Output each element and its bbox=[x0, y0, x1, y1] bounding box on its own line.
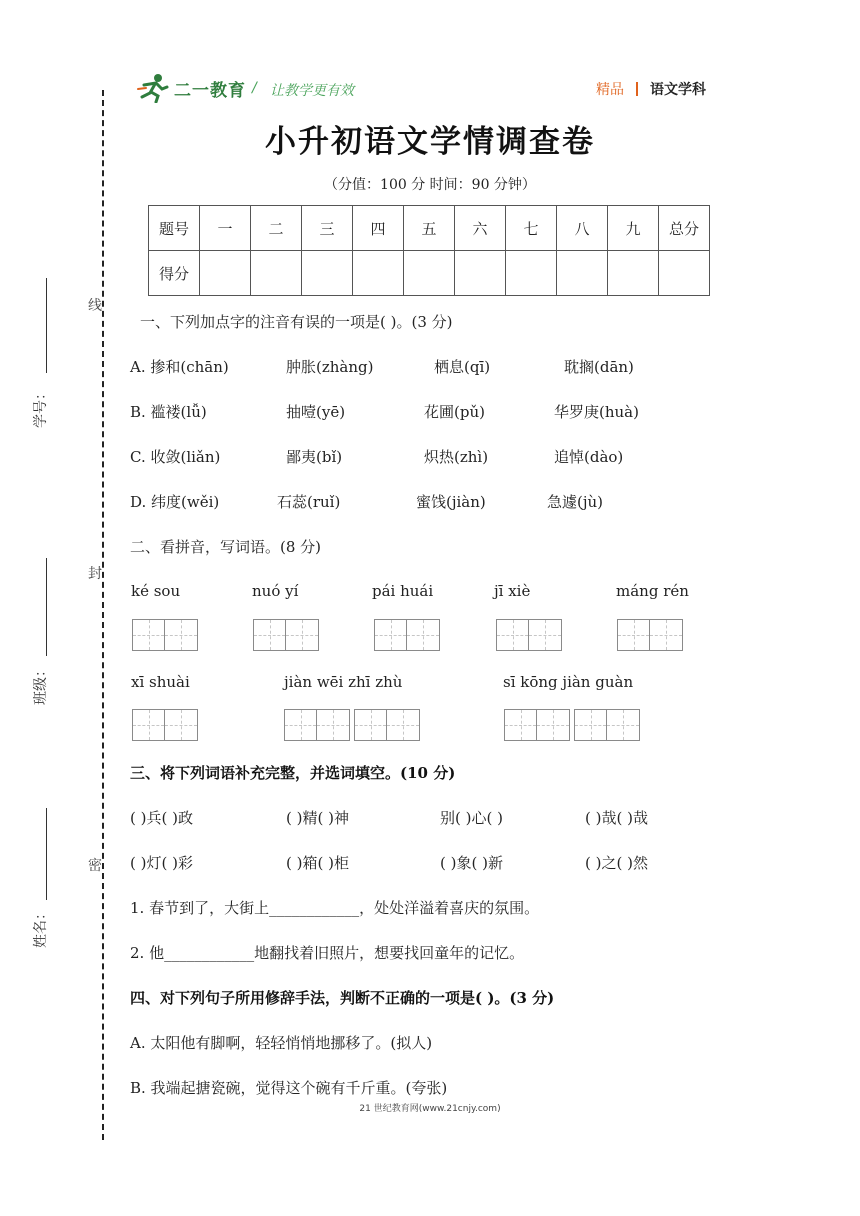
subject-tag: 语文学科 bbox=[650, 82, 706, 98]
score-header-cell: 一 bbox=[200, 206, 251, 251]
q3-sentence-2: 2. 他____________地翻找着旧照片，想要找回童年的记忆。 bbox=[130, 944, 525, 962]
score-header-cell: 四 bbox=[353, 206, 404, 251]
binding-char-xian: 线 bbox=[88, 292, 102, 318]
quality-tag: 精品 bbox=[596, 82, 624, 98]
page-title: 小升初语文学情调查卷 bbox=[265, 124, 595, 160]
q1-option-row-c bbox=[130, 446, 830, 468]
pinyin-label: jiàn wēi zhī zhù bbox=[284, 673, 403, 691]
idiom-blank: ( )精( )神 bbox=[286, 809, 349, 827]
score-header-cell: 总分 bbox=[659, 206, 710, 251]
score-cell[interactable] bbox=[455, 251, 506, 296]
q1-option: 栖息(qī) bbox=[434, 358, 491, 376]
brand-logo bbox=[136, 72, 246, 104]
score-cell[interactable] bbox=[251, 251, 302, 296]
writing-grid[interactable] bbox=[354, 709, 420, 741]
score-header-cell: 七 bbox=[506, 206, 557, 251]
score-header-cell: 五 bbox=[404, 206, 455, 251]
writing-grid[interactable] bbox=[132, 709, 198, 741]
score-header-cell: 九 bbox=[608, 206, 659, 251]
writing-grid[interactable] bbox=[284, 709, 350, 741]
name-label: 姓名： bbox=[33, 906, 49, 948]
binding-char-mi: 密 bbox=[88, 852, 102, 878]
q1-option: 急遽(jù) bbox=[547, 493, 604, 511]
q3-title: 三、将下列词语补充完整，并选词填空。(10 分) bbox=[130, 764, 456, 782]
pinyin-label: nuó yí bbox=[252, 582, 299, 600]
writing-grid[interactable] bbox=[617, 619, 683, 651]
score-header-cell: 八 bbox=[557, 206, 608, 251]
writing-grid[interactable] bbox=[132, 619, 198, 651]
q1-option: 石蕊(ruǐ) bbox=[277, 493, 341, 511]
idiom-blank: ( )灯( )彩 bbox=[130, 854, 193, 872]
class-label: 班级： bbox=[33, 663, 49, 705]
idiom-blank: ( )象( )新 bbox=[440, 854, 503, 872]
binding-dotted-line bbox=[102, 90, 104, 1140]
slogan-separator: / bbox=[252, 80, 257, 96]
student-id-line[interactable] bbox=[46, 278, 47, 373]
score-table-header-row bbox=[149, 206, 710, 251]
student-id-label: 学号： bbox=[33, 386, 49, 428]
logo-text: 二一教育 bbox=[174, 80, 246, 101]
runner-logo-icon bbox=[136, 73, 170, 103]
exam-meta: （分值：100 分 时间：90 分钟） bbox=[324, 177, 536, 193]
q1-option: 追悼(dào) bbox=[554, 448, 624, 466]
idiom-blank: ( )之( )然 bbox=[585, 854, 648, 872]
q1-title: 一、下列加点字的注音有误的一项是( )。(3 分) bbox=[140, 313, 453, 331]
score-header-cell: 题号 bbox=[149, 206, 200, 251]
score-cell[interactable] bbox=[506, 251, 557, 296]
score-cell[interactable] bbox=[659, 251, 710, 296]
class-line[interactable] bbox=[46, 558, 47, 656]
pinyin-label: sī kōng jiàn guàn bbox=[503, 673, 634, 691]
q2-title: 二、看拼音，写词语。(8 分) bbox=[130, 538, 322, 556]
header-divider bbox=[636, 82, 638, 96]
score-header-cell: 二 bbox=[251, 206, 302, 251]
q1-option: 耽搁(dān) bbox=[564, 358, 634, 376]
idiom-blank: 别( )心( ) bbox=[440, 809, 503, 827]
q4-title: 四、对下列句子所用修辞手法，判断不正确的一项是( )。(3 分) bbox=[130, 989, 555, 1007]
q1-option: D. 纬度(wěi) bbox=[130, 493, 220, 511]
q3-idiom-row-2 bbox=[130, 852, 730, 874]
writing-grid[interactable] bbox=[374, 619, 440, 651]
q4-option-a: A. 太阳他有脚啊，轻轻悄悄地挪移了。(拟人) bbox=[130, 1034, 433, 1052]
q1-option-row-a bbox=[130, 356, 830, 378]
score-cell[interactable] bbox=[200, 251, 251, 296]
idiom-blank: ( )箱( )柜 bbox=[286, 854, 349, 872]
q1-option: 花圃(pǔ) bbox=[424, 403, 485, 421]
idiom-blank: ( )哉( )哉 bbox=[585, 809, 648, 827]
writing-grid[interactable] bbox=[496, 619, 562, 651]
q1-option: 抽噎(yē) bbox=[286, 403, 346, 421]
score-header-cell: 六 bbox=[455, 206, 506, 251]
q3-sentence-1: 1. 春节到了，大街上____________，处处洋溢着喜庆的氛围。 bbox=[130, 899, 540, 917]
pinyin-label: pái huái bbox=[372, 582, 434, 600]
score-cell[interactable] bbox=[353, 251, 404, 296]
score-cell[interactable] bbox=[302, 251, 353, 296]
q1-option: 炽热(zhì) bbox=[424, 448, 489, 466]
score-table-score-row bbox=[149, 251, 710, 296]
pinyin-label: xī shuài bbox=[131, 673, 190, 691]
q1-option: C. 收敛(liǎn) bbox=[130, 448, 221, 466]
score-row-label: 得分 bbox=[149, 251, 200, 296]
score-cell[interactable] bbox=[608, 251, 659, 296]
name-line[interactable] bbox=[46, 808, 47, 900]
score-header-cell: 三 bbox=[302, 206, 353, 251]
q1-option: 鄙夷(bǐ) bbox=[286, 448, 343, 466]
header-tag bbox=[596, 79, 706, 99]
score-cell[interactable] bbox=[404, 251, 455, 296]
page-footer: 21 世纪教育网(www.21cnjy.com) bbox=[359, 1104, 501, 1114]
score-cell[interactable] bbox=[557, 251, 608, 296]
q1-option-row-d bbox=[130, 491, 830, 513]
q3-idiom-row-1 bbox=[130, 807, 730, 829]
idiom-blank: ( )兵( )政 bbox=[130, 809, 193, 827]
q4-option-b: B. 我端起搪瓷碗，觉得这个碗有千斤重。(夸张) bbox=[130, 1079, 448, 1097]
writing-grid[interactable] bbox=[574, 709, 640, 741]
q1-option: B. 褴褛(lǚ) bbox=[130, 403, 207, 421]
pinyin-label: ké sou bbox=[131, 582, 181, 600]
writing-grid[interactable] bbox=[504, 709, 570, 741]
q1-option: A. 掺和(chān) bbox=[130, 358, 229, 376]
pinyin-label: máng rén bbox=[616, 582, 689, 600]
slogan: 让教学更有效 bbox=[270, 83, 354, 99]
binding-char-feng: 封 bbox=[88, 560, 102, 586]
score-table bbox=[148, 205, 710, 296]
pinyin-label: jī xiè bbox=[494, 582, 531, 600]
q1-option: 肿胀(zhàng) bbox=[286, 358, 374, 376]
q1-option: 蜜饯(jiàn) bbox=[416, 493, 486, 511]
writing-grid[interactable] bbox=[253, 619, 319, 651]
q1-option: 华罗庚(huà) bbox=[554, 403, 639, 421]
q1-option-row-b bbox=[130, 401, 830, 423]
